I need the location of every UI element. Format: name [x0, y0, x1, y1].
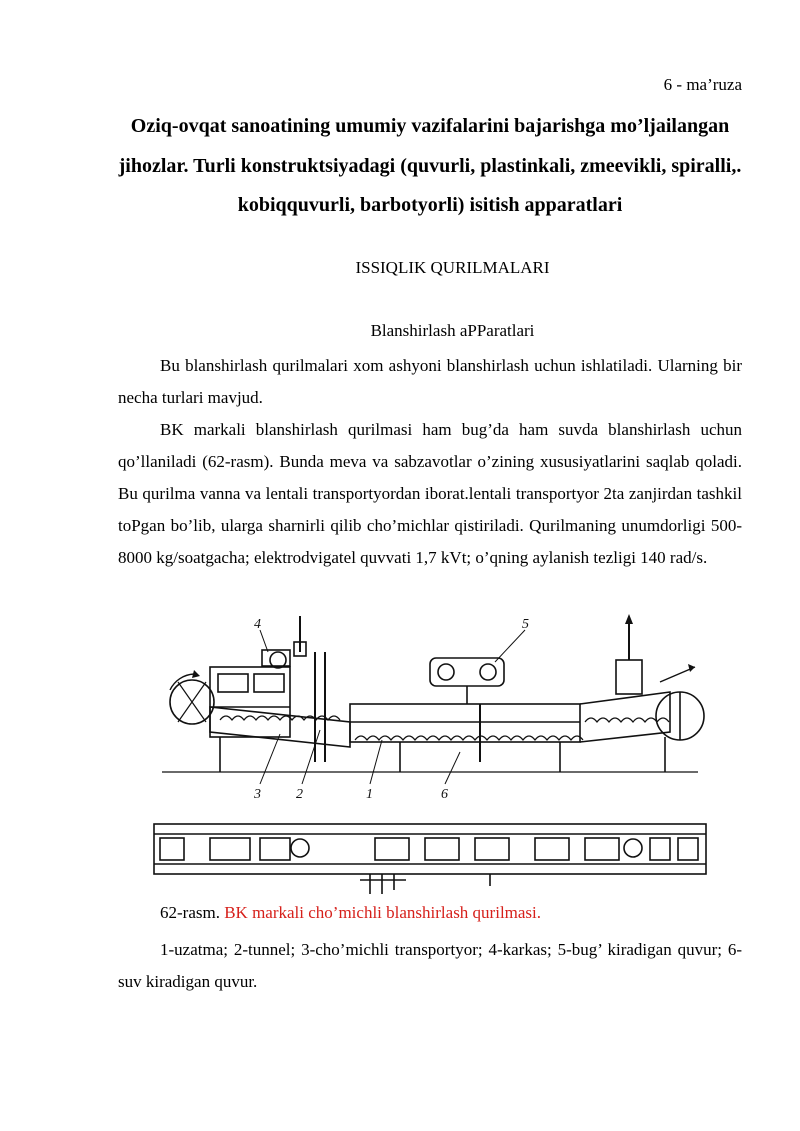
- figure-caption-text: BK markali cho’michli blanshirlash qurilmasi.: [224, 903, 542, 922]
- paragraph-description: BK markali blanshirlash qurilmasi ham bug’da ham suvda blanshirlash uchun qo’llaniladi (62-rasm). Bunda meva va sabzavotlar o’zining xususiyatlarini saqlab qoladi. Bu qurilma vanna va lentali transportyordan iborat.lentali transportyor 2ta zanjirdan tashkil toPgan bo’lib, ularga sharnirli qilib cho’michlar qistiriladi. Qurilmaning unumdorligi 500-8000 kg/soatgacha; elektrodvigatel quvvati 1,7 kVt; o’qning aylanish tezligi 140 rad/s.: [118, 420, 742, 567]
- lecture-number: 6 - ma’ruza: [663, 75, 742, 94]
- callout-5: 5: [522, 617, 529, 632]
- document-title: Oziq-ovqat sanoatining umumiy vazifalarini bajarishga mo’ljailangan jihozlar. Turli konstruktsiyadagi (quvurli, plastinkali, zmeevikli, spiralli,. kobiqquvurli, barbotyorli) isitish apparatlari: [118, 115, 742, 216]
- callout-6: 6: [441, 787, 448, 802]
- paragraph-intro: Bu blanshirlash qurilmalari xom ashyoni blanshirlash uchun ishlatiladi. Ularning bir necha turlari mavjud.: [118, 356, 742, 407]
- blanching-machine-diagram: [150, 612, 710, 902]
- figure-caption: [160, 903, 541, 923]
- callout-1: 1: [366, 787, 373, 802]
- plan-view: [154, 824, 706, 894]
- section-heading: ISSIQLIK QURILMALARI: [355, 258, 550, 277]
- figure-legend: 1-uzatma; 2-tunnel; 3-cho’michli transportyor; 4-karkas; 5-bug’ kiradigan quvur; 6-suv kiradigan quvur.: [118, 940, 742, 991]
- figure-caption-number: 62-rasm.: [160, 903, 220, 922]
- side-view: [162, 614, 704, 784]
- callout-2: 2: [296, 787, 303, 802]
- callout-4: 4: [254, 617, 261, 632]
- subsection-heading: Blanshirlash aPParatlari: [370, 321, 535, 340]
- callout-3: 3: [254, 787, 261, 802]
